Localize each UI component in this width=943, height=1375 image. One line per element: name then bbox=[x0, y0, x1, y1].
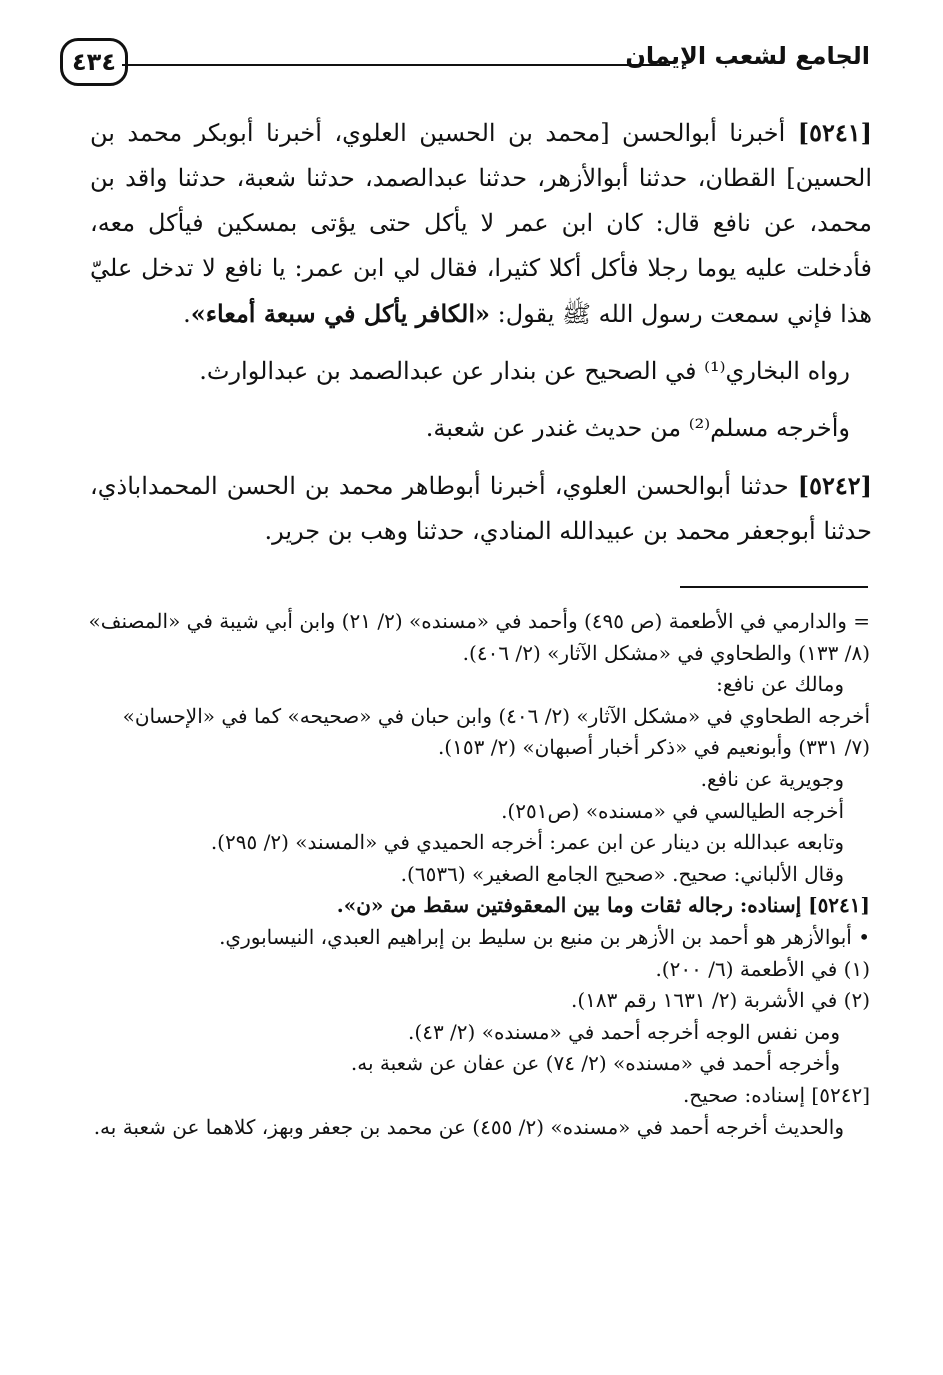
footnote-line: (١) في الأطعمة (٦/ ٢٠٠). bbox=[655, 956, 870, 981]
footnote-line: ومن نفس الوجه أخرجه أحمد في «مسنده» (٢/ ٤٣). bbox=[408, 1019, 840, 1044]
footnote-line: [٥٢٤٢] إسناده: صحيح. bbox=[682, 1082, 870, 1107]
hadith-number: [٥٢٤١] bbox=[797, 118, 872, 147]
footnote-line: (٧/ ٣٣١) وأبونعيم في «ذكر أخبار أصبهان» (٢/ ١٥٣). bbox=[437, 735, 870, 760]
footnote-separator bbox=[680, 586, 868, 588]
hadith-end: . bbox=[183, 300, 191, 328]
footnotes bbox=[70, 606, 870, 1143]
hadith-text: أخبرنا أبوالحسن [محمد بن الحسين العلوي، أخبرنا أبوبكر محمد بن الحسين] القطان، حدثنا أبوالأزهر، حدثنا عبدالصمد، حدثنا شعبة، حدثنا واقد بن محمد، عن نافع قال: كان ابن عمر لا يأكل حتى يؤتى بمسكين فيأكل معه، فأدخلت عليه يوما رجلا فأكل أكلا كثيرا، فقال لي ابن عمر: يا نافع لا تدخل عليّ هذا فإني سمعت رسول الله ﷺ يقول: bbox=[90, 119, 873, 328]
footnote-line: = والدارمي في الأطعمة (ص ٤٩٥) وأحمد في «مسنده» (٢/ ٢١) وابن أبي شيبة في «المصنف» bbox=[88, 609, 870, 633]
bukhari-note: رواه البخاري⁽¹⁾ في الصحيح عن بندار عن عبدالصمد بن عبدالوارث. bbox=[199, 357, 850, 385]
footnote-line: [٥٢٤١] إسناده: رجاله ثقات وما بين المعقوفتين سقط من «ن». bbox=[336, 893, 870, 918]
hadith-5242 bbox=[90, 463, 872, 554]
header-rule bbox=[122, 64, 670, 66]
footnote-line: وجويرية عن نافع. bbox=[700, 766, 844, 791]
footnote-line: أخرجه الطحاوي في «مشكل الآثار» (٢/ ٤٠٦) وابن حبان في «صحيحه» كما في «الإحسان» bbox=[122, 703, 870, 728]
hadith-number: [٥٢٤٢] bbox=[797, 471, 872, 500]
hadith-5241 bbox=[90, 110, 872, 337]
book-title: الجامع لشعب الإيمان bbox=[625, 42, 870, 70]
footnote-line: أخرجه الطيالسي في «مسنده» (ص٢٥١). bbox=[501, 798, 844, 823]
footnote-line: وأخرجه أحمد في «مسنده» (٢/ ٧٤) عن عفان عن شعبة به. bbox=[350, 1051, 840, 1076]
footnote-line: وتابعه عبدالله بن دينار عن ابن عمر: أخرجه الحميدي في «المسند» (٢/ ٢٩٥). bbox=[210, 830, 844, 855]
page-number: ٤٣٤ bbox=[60, 38, 128, 86]
footnote-line: وقال الألباني: صحيح. «صحيح الجامع الصغير» (٦٥٣٦). bbox=[400, 861, 844, 886]
hadith-text: حدثنا أبوالحسن العلوي، أخبرنا أبوطاهر محمد بن الحسن المحمداباذي، حدثنا أبوجعفر محمد بن عبيدالله المنادي، حدثنا وهب بن جرير. bbox=[90, 472, 872, 545]
footnote-line: والحديث أخرجه أحمد في «مسنده» (٢/ ٤٥٥) عن محمد بن جعفر وبهز، كلاهما عن شعبة به. bbox=[93, 1114, 844, 1139]
footnote-line: (٢) في الأشربة (٢/ ١٦٣١ رقم ١٨٣). bbox=[571, 988, 870, 1013]
footnote-line: (٨/ ١٣٣) والطحاوي في «مشكل الآثار» (٢/ ٤٠٦). bbox=[462, 640, 870, 665]
footnote-line: ومالك عن نافع: bbox=[716, 672, 844, 697]
muslim-note: وأخرجه مسلم⁽²⁾ من حديث غندر عن شعبة. bbox=[425, 414, 850, 442]
footnote-line: • أبوالأزهر هو أحمد بن الأزهر بن منيع بن سليط بن إبراهيم العبدي، النيسابوري. bbox=[219, 924, 870, 949]
page-header bbox=[60, 38, 870, 94]
main-text bbox=[90, 110, 872, 554]
hadith-quote: «الكافر يأكل في سبعة أمعاء» bbox=[190, 299, 491, 328]
